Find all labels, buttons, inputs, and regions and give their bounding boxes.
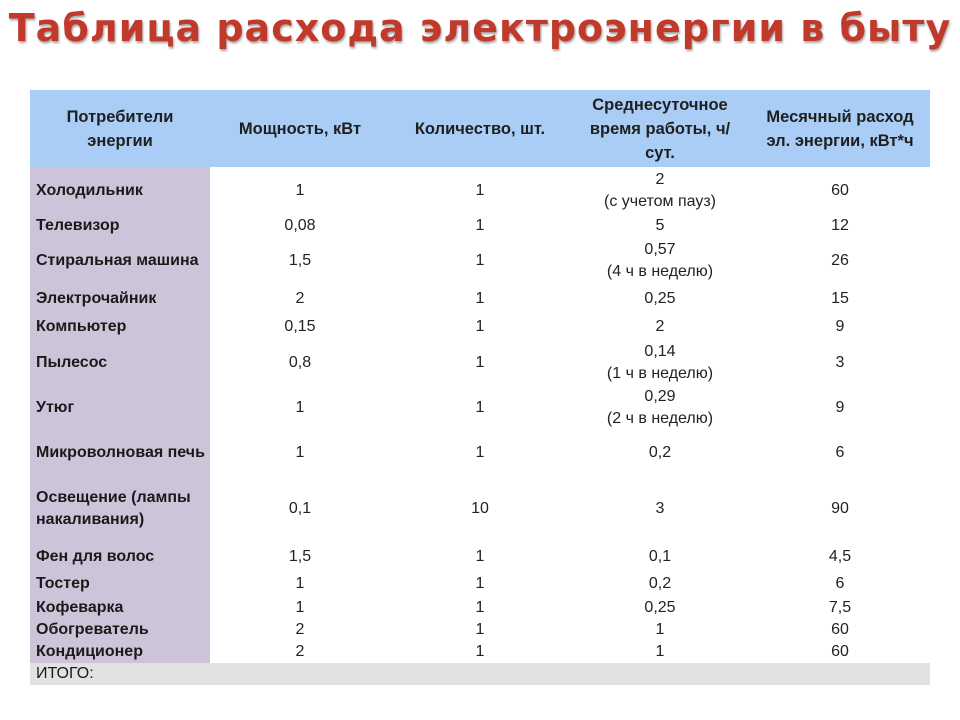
table-cell: Тостер xyxy=(30,571,210,597)
table-cell: 1,5 xyxy=(288,252,312,269)
table-cell: 60 xyxy=(831,621,849,638)
table-cell: 1 xyxy=(475,290,485,307)
table-row xyxy=(30,431,930,475)
table-cell: 0,25 xyxy=(644,290,676,307)
table-cell: Микроволновая печь xyxy=(30,431,210,475)
table-cell: 3 xyxy=(835,354,845,371)
table-cell: Фен для волос xyxy=(30,543,210,571)
table-cell: 1 xyxy=(475,444,485,461)
table-cell: 1 xyxy=(295,182,305,199)
table-cell: Пылесос xyxy=(30,341,210,385)
table-cell: 0,57 (4 ч в неделю) xyxy=(606,241,714,280)
table-cell: 0,8 xyxy=(288,354,312,371)
table-row xyxy=(30,543,930,571)
table-cell: Кондиционер xyxy=(30,641,210,663)
table-cell: Стиральная машина xyxy=(30,237,210,285)
header-cell: Среднесуточное время работы, ч/сут. xyxy=(570,90,750,167)
table-cell: 26 xyxy=(831,252,849,269)
table-cell: 1 xyxy=(475,399,485,416)
table-row xyxy=(30,167,930,215)
header-cell: Потребители энергии xyxy=(30,90,210,167)
header-row xyxy=(30,90,930,167)
table-cell: 0,29 (2 ч в неделю) xyxy=(606,388,714,427)
table-cell: 2 xyxy=(295,621,305,638)
table-cell: 2 xyxy=(295,290,305,307)
table-cell: Освещение (лампы накаливания) xyxy=(30,475,210,543)
table-cell: 0,14 (1 ч в неделю) xyxy=(606,343,714,382)
table-row xyxy=(30,237,930,285)
table-cell: 1 xyxy=(475,643,485,660)
total-row xyxy=(30,663,930,685)
table-cell: Телевизор xyxy=(30,215,210,237)
header-cell: Месячный расход эл. энергии, кВт*ч xyxy=(750,90,930,167)
table-cell: Холодильник xyxy=(30,167,210,215)
table-row xyxy=(30,597,930,619)
table-cell: 9 xyxy=(835,399,845,416)
table-cell: Утюг xyxy=(30,385,210,431)
table-cell: 1 xyxy=(475,217,485,234)
header-cell: Количество, шт. xyxy=(390,90,570,167)
table-cell: 90 xyxy=(831,500,849,517)
table-row xyxy=(30,215,930,237)
table-row xyxy=(30,313,930,341)
total-label: ИТОГО: xyxy=(30,663,930,685)
table-cell: 9 xyxy=(835,318,845,335)
table-cell: 12 xyxy=(831,217,849,234)
table-cell: 2 xyxy=(295,643,305,660)
header-cell: Мощность, кВт xyxy=(210,90,390,167)
table-row xyxy=(30,571,930,597)
page-title: Таблица расхода электроэнергии в быту xyxy=(8,6,952,50)
table-cell: 15 xyxy=(831,290,849,307)
table-cell: 5 xyxy=(655,217,665,234)
table-cell: 1 xyxy=(295,575,305,592)
table-row xyxy=(30,641,930,663)
table-cell: 0,25 xyxy=(644,599,676,616)
table-cell: Обогреватель xyxy=(30,619,210,641)
table-cell: 0,2 xyxy=(648,575,672,592)
table-row xyxy=(30,385,930,431)
table-cell: 0,08 xyxy=(284,217,316,234)
table-cell: 0,1 xyxy=(288,500,312,517)
table-cell: 2 (с учетом пауз) xyxy=(603,171,716,210)
table-cell: Компьютер xyxy=(30,313,210,341)
table-cell: 6 xyxy=(835,575,845,592)
table-cell: 1 xyxy=(475,599,485,616)
table-row xyxy=(30,285,930,313)
table-cell: 7,5 xyxy=(828,599,852,616)
table-cell: 1 xyxy=(475,354,485,371)
table-cell: 1 xyxy=(295,444,305,461)
table-cell: 1 xyxy=(295,599,305,616)
table-cell: 1 xyxy=(655,621,665,638)
table-cell: 60 xyxy=(831,643,849,660)
table-row xyxy=(30,341,930,385)
table-cell: 1 xyxy=(475,575,485,592)
table-cell: 1 xyxy=(655,643,665,660)
table-cell: 6 xyxy=(835,444,845,461)
table-cell: 0,15 xyxy=(284,318,316,335)
table-cell: 2 xyxy=(655,318,665,335)
table-cell: 0,1 xyxy=(648,548,672,565)
table-cell: 1 xyxy=(475,548,485,565)
table-cell: 0,2 xyxy=(648,444,672,461)
table-cell: 1 xyxy=(475,318,485,335)
table-row xyxy=(30,475,930,543)
table-cell: 1 xyxy=(295,399,305,416)
table-cell: 1 xyxy=(475,182,485,199)
table-row xyxy=(30,619,930,641)
table-cell: Кофеварка xyxy=(30,597,210,619)
table-cell: 3 xyxy=(655,500,665,517)
table-cell: 1,5 xyxy=(288,548,312,565)
consumption-table xyxy=(30,90,930,685)
table-cell: Электрочайник xyxy=(30,285,210,313)
table-cell: 60 xyxy=(831,182,849,199)
table-cell: 1 xyxy=(475,621,485,638)
table-cell: 4,5 xyxy=(828,548,852,565)
table-cell: 10 xyxy=(471,500,489,517)
table-cell: 1 xyxy=(475,252,485,269)
